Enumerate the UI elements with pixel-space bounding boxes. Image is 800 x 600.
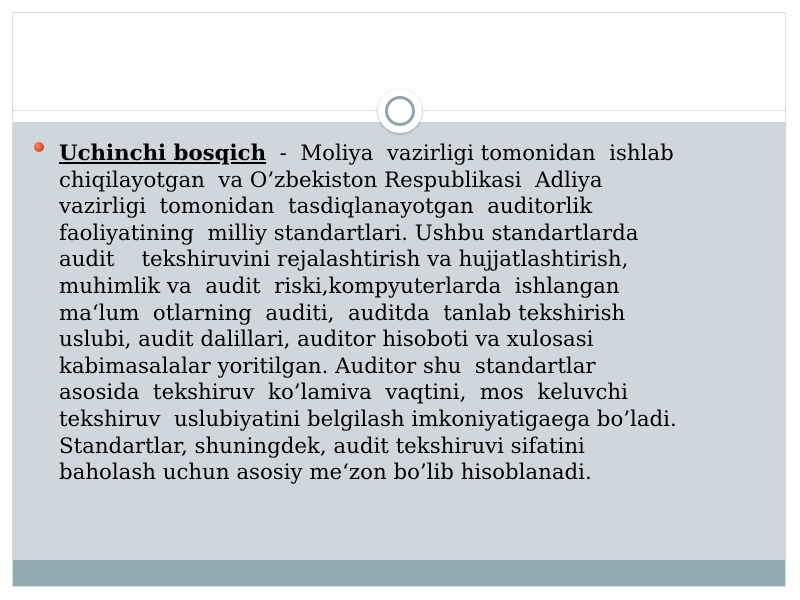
bottom-bar — [13, 560, 785, 586]
text-line: muhimlik va audit riski,kompyuterlarda ishlangan — [59, 273, 620, 299]
text-line: uslubi, audit dalillari, auditor hisoboti va xulosasi — [59, 327, 594, 353]
text-line: audit tekshiruvini rejalashtirish va hujjatlashtirish, — [59, 247, 629, 273]
text-line: asosida tekshiruv ko’lamiva vaqtini, mos keluvchi — [59, 380, 628, 406]
text-line-1 — [59, 141, 771, 168]
slide-body-text — [59, 141, 771, 487]
text-line: baholash uchun asosiy me‘zon bo’lib hisoblanadi. — [59, 460, 592, 486]
first-line-rest: - Moliya vazirligi tomonidan ishlab — [266, 141, 674, 166]
heading-term: Uchinchi bosqich — [59, 141, 267, 166]
text-line: ma‘lum otlarning auditi, auditda tanlab tekshirish — [59, 300, 626, 326]
text-line: faoliyatining milliy standartlari. Ushbu standartlarda — [59, 220, 639, 246]
ornament-ring — [385, 96, 415, 126]
circle-ornament-icon — [378, 89, 422, 133]
text-line: vazirligi tomonidan tasdiqlanayotgan auditorlik — [59, 194, 593, 220]
text-line: tekshiruv uslubiyatini belgilash imkoniyatigaega bo’ladi. — [59, 406, 677, 432]
text-line: chiqilayotgan va O’zbekiston Respublikasi Adliya — [59, 167, 603, 193]
bullet-dot-icon — [34, 142, 44, 152]
text-line: Standartlar, shuningdek, audit tekshiruvi sifatini — [59, 433, 585, 459]
text-line: kabimasalalar yoritilgan. Auditor shu standartlar — [59, 353, 596, 379]
